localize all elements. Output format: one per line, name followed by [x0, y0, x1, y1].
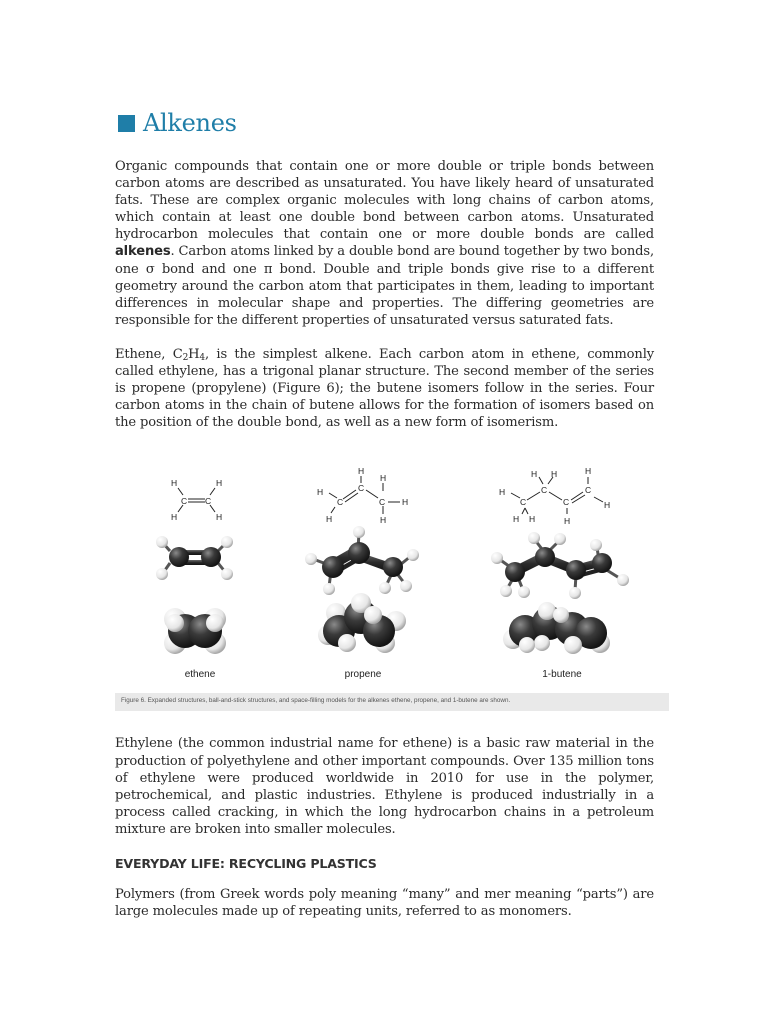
atom-label: C: [205, 496, 212, 507]
atom-label: H: [551, 469, 558, 480]
atom-label: H: [499, 487, 506, 498]
atom-label: C: [181, 496, 188, 507]
atom-label: H: [402, 497, 409, 508]
section-title: Alkenes: [143, 109, 237, 137]
label-1-butene: 1-butene: [542, 669, 582, 681]
butene-structure: [499, 466, 610, 526]
atom-label: H: [216, 478, 223, 489]
atom-label: H: [585, 466, 592, 477]
label-propene: propene: [344, 669, 382, 681]
paragraph-text: , is the simplest alkene. Each carbon atom in ethene, commonly called ethylene, has a trigonal planar structure. The second member of the series is propene (propylene) (Figure 6); the butene isomers follow in the series. Four carbon atoms in the chain of butene allows for the formation of isomers based on the position of the double bond, as well as a new form of isomerism.: [115, 346, 654, 431]
ethene-structure: [171, 478, 222, 522]
atom-label: H: [216, 512, 223, 523]
atom-label: H: [171, 512, 178, 523]
propene-space-filling: [318, 593, 406, 653]
atom-label: H: [604, 500, 611, 511]
page-content: [115, 106, 654, 920]
propene-structure: [317, 466, 408, 525]
propene-ball-stick: [305, 526, 419, 595]
paragraph-text: Organic compounds that contain one or more double or triple bonds between carbon atoms are described as unsaturated. You have likely heard of unsaturated fats. These are complex organic molecules with long chains of carbon atoms, which contain at least one double bond between carbon atoms. Unsaturated hydrocarbon molecules that contain one or more double bonds are called: [115, 159, 654, 243]
butene-space-filling: [503, 602, 610, 654]
paragraph-text: H: [188, 346, 200, 362]
heading-square-icon: [118, 115, 135, 132]
atom-label: C: [585, 485, 592, 496]
subheading-recycling: EVERYDAY LIFE: RECYCLING PLASTICS: [115, 855, 377, 871]
paragraph-text: Ethene, C: [115, 346, 183, 362]
atom-label: H: [564, 516, 571, 527]
atom-label: H: [531, 469, 538, 480]
paragraph-ethylene: Ethylene (the common industrial name for ethene) is a basic raw material in the production of polyethylene and other important compounds. Over 135 million tons of ethylene were produced worldwide in 2010 for use in the polymer, petrochemical, and plastic industries. Ethylene is produced industrially in a process called cracking, in which the long hydrocarbon chains in a petroleum mixture are broken into smaller molecules.: [115, 736, 654, 837]
atom-label: C: [379, 497, 386, 508]
atom-label: H: [171, 478, 178, 489]
paragraph-polymers: Polymers (from Greek words poly meaning “many” and mer meaning “parts”) are large molecules made up of repeating units, referred to as monomers.: [115, 886, 654, 920]
subscript: 4: [199, 352, 205, 363]
figure-caption: Figure 6. Expanded structures, ball-and-stick structures, and space-filling models for the alkenes ethene, propene, and 1-butene are shown.: [121, 697, 511, 705]
atom-label: C: [520, 497, 527, 508]
atom-label: H: [317, 487, 324, 498]
paragraph-unsaturated: [115, 158, 654, 329]
section-heading: [115, 106, 654, 140]
atom-label: C: [337, 497, 344, 508]
atom-label: H: [380, 515, 387, 526]
atom-label: C: [563, 497, 570, 508]
atom-label: C: [541, 485, 548, 496]
label-ethene: ethene: [184, 669, 216, 681]
figure-6: [115, 453, 669, 711]
atom-label: H: [358, 466, 365, 477]
subscript: 2: [182, 352, 189, 363]
ethene-ball-stick: [156, 536, 233, 580]
ethene-space-filling: [164, 608, 226, 654]
atom-label: C: [358, 483, 365, 494]
atom-label: H: [326, 514, 333, 525]
paragraph-ethene: [115, 346, 654, 431]
atom-label: H: [513, 514, 520, 525]
butene-ball-stick: [491, 532, 629, 599]
figure-caption-bar: [115, 693, 669, 711]
atom-label: H: [529, 514, 536, 525]
molecule-illustration: [115, 453, 669, 693]
term-alkenes: alkenes: [115, 244, 171, 260]
atom-label: H: [380, 473, 387, 484]
paragraph-text: . Carbon atoms linked by a double bond are bound together by two bonds, one σ bond and one π bond. Double and triple bonds give rise to a different geometry around the carbon atom that participates in them, leading to important differences in molecular shape and properties. The differing geometries are responsible for the different properties of unsaturated versus saturated fats.: [115, 244, 654, 328]
